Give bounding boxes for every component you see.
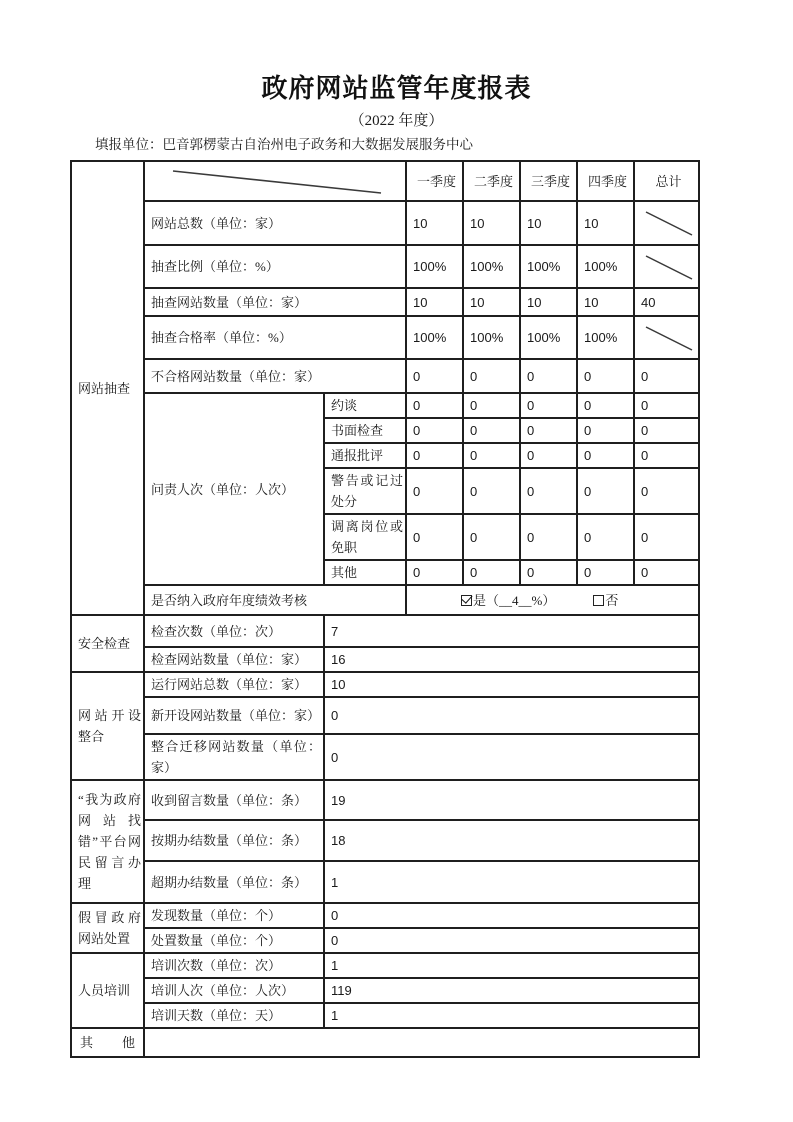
quarter-value: 0: [577, 443, 634, 468]
row-value: 16: [324, 647, 699, 672]
na-slash-icon: [645, 254, 693, 280]
quarter-value: 0: [577, 514, 634, 560]
sub-row-label: 书面检查: [324, 418, 406, 443]
quarter-value: 0: [463, 393, 520, 418]
quarter-value: 10: [406, 288, 463, 316]
quarter-value: 0: [406, 514, 463, 560]
assessment-no-text: 否: [605, 592, 619, 608]
table-row: [71, 820, 699, 861]
quarter-value: 100%: [406, 316, 463, 359]
sub-row-label: 其他: [324, 560, 406, 585]
col-header-q2: 二季度: [463, 161, 520, 201]
quarter-value: 100%: [406, 245, 463, 288]
row-value: 19: [324, 780, 699, 820]
row-value: 1: [324, 953, 699, 978]
table-row: [71, 780, 699, 820]
col-header-q3: 三季度: [520, 161, 577, 201]
quarter-value: 0: [406, 468, 463, 514]
quarter-value: 0: [520, 443, 577, 468]
table-row: [71, 672, 699, 697]
diagonal-slash-icon: [171, 166, 383, 196]
quarter-value: 0: [463, 468, 520, 514]
quarter-value: 0: [463, 443, 520, 468]
row-value: 18: [324, 820, 699, 861]
quarter-value: 0: [463, 418, 520, 443]
quarter-value: 0: [577, 393, 634, 418]
quarter-value: 100%: [577, 245, 634, 288]
row-label: 检查次数（单位：次）: [144, 615, 324, 647]
assessment-no-option: [593, 590, 618, 611]
quarter-value: 0: [406, 393, 463, 418]
row-value: 1: [324, 861, 699, 903]
col-header-total: 总计: [634, 161, 699, 201]
row-label: 检查网站数量（单位：家）: [144, 647, 324, 672]
row-label: 培训天数（单位：天）: [144, 1003, 324, 1028]
category-cell-fake-site: 假冒政府网站处置: [71, 903, 144, 953]
total-value: 0: [634, 560, 699, 585]
category-cell-site-consolidation: 网站开设整合: [71, 672, 144, 780]
quarter-value: 0: [520, 359, 577, 393]
table-row: [71, 161, 699, 201]
total-value: 0: [634, 393, 699, 418]
checkbox-checked-icon: [461, 595, 472, 606]
row-value: 0: [324, 903, 699, 928]
category-cell-training: 人员培训: [71, 953, 144, 1028]
accountability-label: 问责人次（单位：人次）: [144, 393, 324, 585]
sub-row-label: 约谈: [324, 393, 406, 418]
table-row: [71, 903, 699, 928]
row-label: 整合迁移网站数量（单位：家）: [144, 734, 324, 780]
table-row: [71, 316, 699, 359]
table-row: [71, 1003, 699, 1028]
table-row: [71, 393, 699, 418]
page-title: 政府网站监管年度报表: [261, 74, 532, 103]
checkbox-unchecked-icon: [593, 595, 604, 606]
total-value: 0: [634, 443, 699, 468]
assessment-value-cell: [406, 585, 699, 615]
row-label: 抽查合格率（单位：%）: [144, 316, 406, 359]
quarter-value: 10: [520, 288, 577, 316]
quarter-value: 0: [577, 359, 634, 393]
quarter-value: 100%: [520, 245, 577, 288]
quarter-value: 100%: [520, 316, 577, 359]
row-value: 119: [324, 978, 699, 1003]
total-na-cell: [634, 201, 699, 245]
quarter-value: 0: [520, 468, 577, 514]
total-value: 0: [634, 359, 699, 393]
col-header-q4: 四季度: [577, 161, 634, 201]
row-label: 处置数量（单位：个）: [144, 928, 324, 953]
table-row: [71, 359, 699, 393]
row-value: 10: [324, 672, 699, 697]
row-label: 网站总数（单位：家）: [144, 201, 406, 245]
quarter-value: 0: [406, 359, 463, 393]
total-value: 0: [634, 418, 699, 443]
report-table: [70, 160, 700, 1058]
quarter-value: 10: [463, 288, 520, 316]
row-label: 超期办结数量（单位：条）: [144, 861, 324, 903]
row-label: 抽查网站数量（单位：家）: [144, 288, 406, 316]
quarter-value: 0: [577, 468, 634, 514]
quarter-value: 0: [406, 443, 463, 468]
assessment-label: 是否纳入政府年度绩效考核: [144, 585, 406, 615]
assessment-yes-text: 是（__4__%）: [473, 592, 556, 608]
sub-row-label: 警告或记过处分: [324, 468, 406, 514]
quarter-value: 0: [406, 560, 463, 585]
total-value: 40: [634, 288, 699, 316]
row-label: 抽查比例（单位：%）: [144, 245, 406, 288]
col-header-q1: 一季度: [406, 161, 463, 201]
row-value: 7: [324, 615, 699, 647]
row-label: 培训次数（单位：次）: [144, 953, 324, 978]
row-label: 不合格网站数量（单位：家）: [144, 359, 406, 393]
table-row: [71, 245, 699, 288]
row-label: 新开设网站数量（单位：家）: [144, 697, 324, 734]
table-row: [71, 615, 699, 647]
row-label: 发现数量（单位：个）: [144, 903, 324, 928]
category-cell-other: 其 他: [71, 1028, 144, 1057]
quarter-value: 10: [520, 201, 577, 245]
quarter-value: 0: [463, 514, 520, 560]
row-value: 1: [324, 1003, 699, 1028]
quarter-value: 10: [463, 201, 520, 245]
na-slash-icon: [645, 210, 693, 236]
total-na-cell: [634, 316, 699, 359]
table-row: [71, 585, 699, 615]
quarter-value: 0: [520, 393, 577, 418]
quarter-value: 10: [577, 288, 634, 316]
quarter-value: 0: [520, 560, 577, 585]
total-na-cell: [634, 245, 699, 288]
category-cell-security-check: 安全检查: [71, 615, 144, 672]
table-row: [71, 734, 699, 780]
table-row: [71, 201, 699, 245]
report-year: （2022 年度）: [349, 113, 444, 129]
row-label: 培训人次（单位：人次）: [144, 978, 324, 1003]
quarter-value: 0: [520, 514, 577, 560]
total-value: 0: [634, 514, 699, 560]
quarter-value: 100%: [463, 316, 520, 359]
table-row: [71, 697, 699, 734]
other-value-cell: [144, 1028, 699, 1057]
row-label: 按期办结数量（单位：条）: [144, 820, 324, 861]
total-value: 0: [634, 468, 699, 514]
quarter-value: 100%: [577, 316, 634, 359]
quarter-value: 0: [577, 418, 634, 443]
sub-row-label: 调离岗位或免职: [324, 514, 406, 560]
quarter-value: 10: [577, 201, 634, 245]
filing-unit: 填报单位：巴音郭楞蒙古自治州电子政务和大数据发展服务中心: [95, 137, 473, 152]
row-label: 收到留言数量（单位：条）: [144, 780, 324, 820]
row-value: 0: [324, 928, 699, 953]
assessment-yes-option: [461, 590, 555, 611]
quarter-value: 10: [406, 201, 463, 245]
table-row: [71, 1028, 699, 1057]
table-row: [71, 953, 699, 978]
quarter-value: 0: [463, 359, 520, 393]
sub-row-label: 通报批评: [324, 443, 406, 468]
quarter-value: 0: [520, 418, 577, 443]
row-label: 运行网站总数（单位：家）: [144, 672, 324, 697]
row-value: 0: [324, 697, 699, 734]
quarter-value: 0: [463, 560, 520, 585]
table-row: [71, 978, 699, 1003]
quarter-value: 0: [406, 418, 463, 443]
quarter-value: 0: [577, 560, 634, 585]
table-row: [71, 928, 699, 953]
table-row: [71, 861, 699, 903]
quarter-value: 100%: [463, 245, 520, 288]
row-value: 0: [324, 734, 699, 780]
header-diagonal-cell: [144, 161, 406, 201]
table-row: [71, 288, 699, 316]
category-cell-error-platform: “我为政府网站找错”平台网民留言办理: [71, 780, 144, 903]
table-row: [71, 647, 699, 672]
na-slash-icon: [645, 325, 693, 351]
category-cell-spot-check: 网站抽查: [71, 161, 144, 615]
